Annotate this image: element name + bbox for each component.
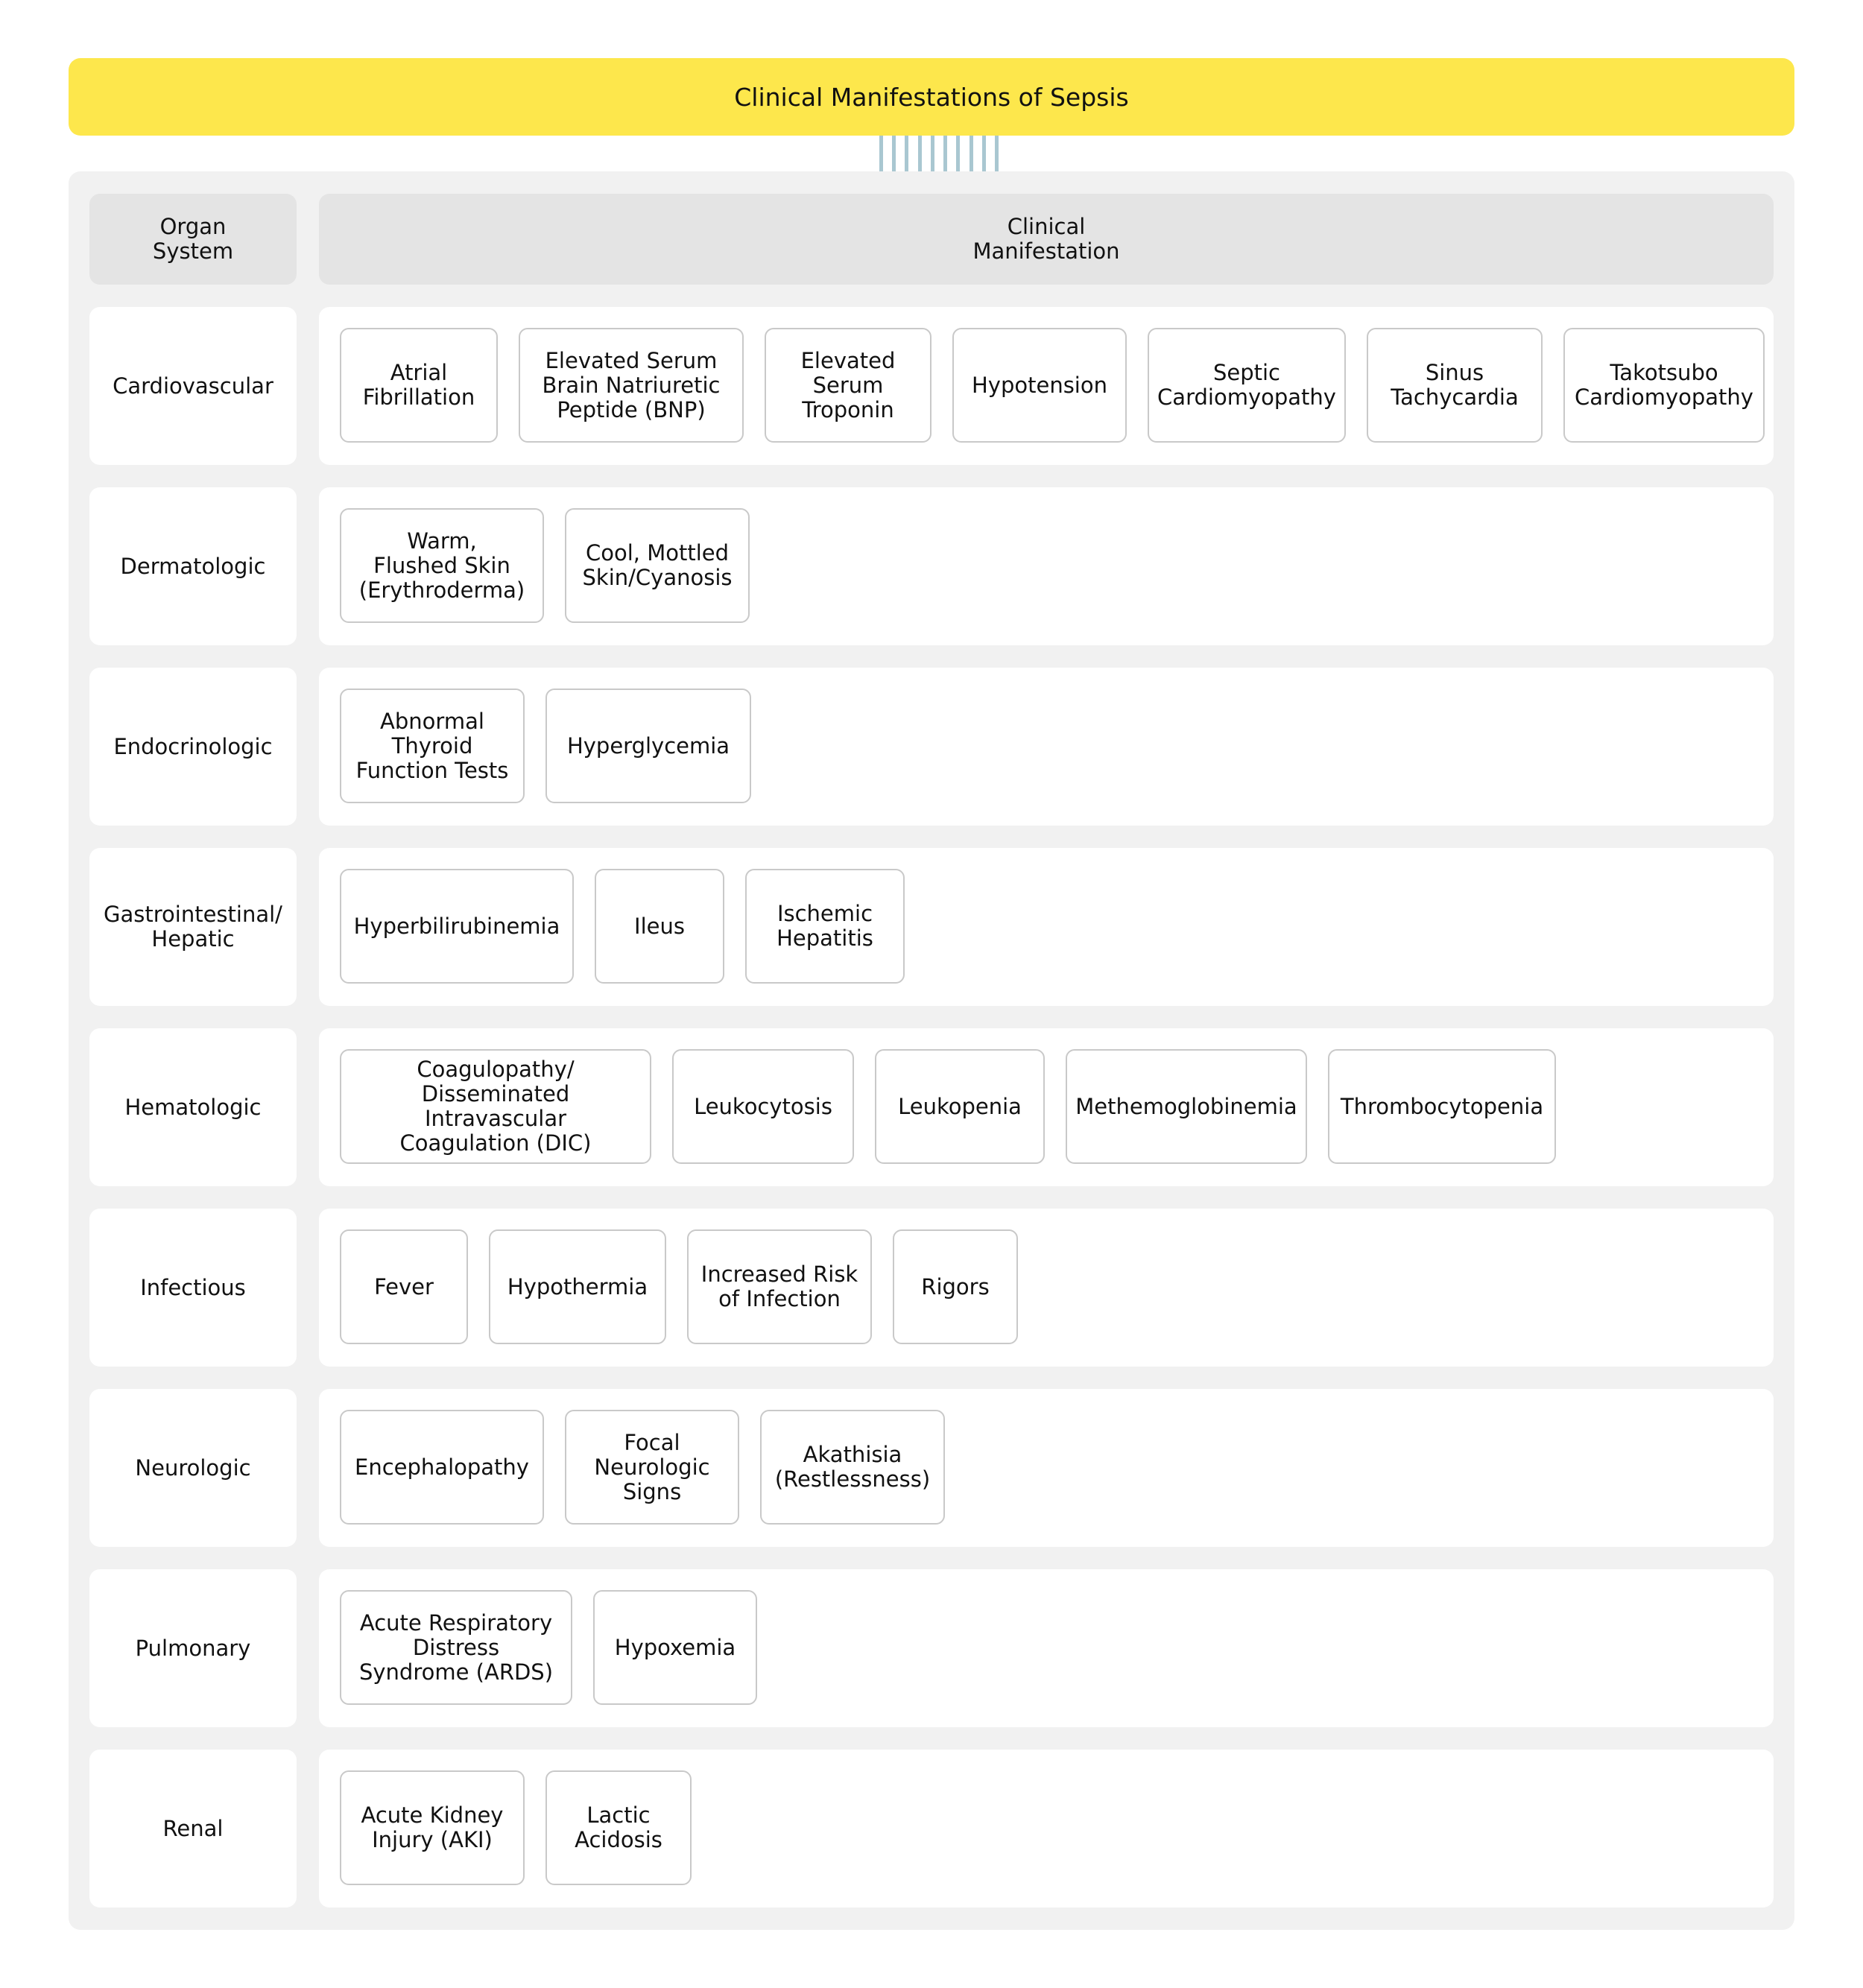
manifestation-cell xyxy=(319,487,1774,645)
manifestation-chip: Atrial Fibrillation xyxy=(340,328,498,443)
manifestation-chip: Hypotension xyxy=(952,328,1127,443)
organ-system-cell: Endocrinologic xyxy=(89,668,297,826)
table-row-endocrinologic xyxy=(89,668,1774,826)
manifestation-chip: Akathisia (Restlessness) xyxy=(760,1410,945,1525)
manifestation-chip: Increased Risk of Infection xyxy=(687,1229,872,1344)
manifestation-chip: Sinus Tachycardia xyxy=(1367,328,1543,443)
organ-system-cell: Hematologic xyxy=(89,1028,297,1186)
organ-system-cell: Infectious xyxy=(89,1209,297,1367)
manifestation-chip: Elevated Serum Troponin xyxy=(765,328,932,443)
organ-system-cell: Pulmonary xyxy=(89,1569,297,1727)
manifestation-chip: Elevated Serum Brain Natriuretic Peptide (BNP) xyxy=(519,328,744,443)
manifestation-chip: Cool, Mottled Skin/Cyanosis xyxy=(565,508,750,623)
manifestation-chip: Hyperglycemia xyxy=(545,688,751,803)
manifestation-cell xyxy=(319,307,1774,465)
table-row-hematologic xyxy=(89,1028,1774,1186)
manifestation-chip: Focal Neurologic Signs xyxy=(565,1410,739,1525)
manifestation-chip: Acute Respiratory Distress Syndrome (ARDS) xyxy=(340,1590,572,1705)
manifestation-chip: Rigors xyxy=(893,1229,1018,1344)
manifestation-cell xyxy=(319,1389,1774,1547)
manifestation-chip: Ileus xyxy=(595,869,724,984)
table-row-pulmonary xyxy=(89,1569,1774,1727)
manifestation-cell xyxy=(319,1209,1774,1367)
manifestation-chip: Leukopenia xyxy=(875,1049,1045,1164)
organ-system-cell: Renal xyxy=(89,1750,297,1908)
header-organ-system: Organ System xyxy=(89,194,297,285)
manifestation-chip: Thrombocytopenia xyxy=(1328,1049,1556,1164)
organ-system-cell: Dermatologic xyxy=(89,487,297,645)
manifestation-chip: Hypothermia xyxy=(489,1229,666,1344)
manifestation-chip: Coagulopathy/ Disseminated Intravascular Coagulation (DIC) xyxy=(340,1049,651,1164)
manifestation-chip: Septic Cardiomyopathy xyxy=(1148,328,1346,443)
manifestation-cell xyxy=(319,1028,1774,1186)
manifestation-chip: Ischemic Hepatitis xyxy=(745,869,905,984)
table-row-gastrointestinal-hepatic xyxy=(89,848,1774,1006)
table-row-cardiovascular xyxy=(89,307,1774,465)
manifestation-cell xyxy=(319,1569,1774,1727)
manifestation-chip: Hypoxemia xyxy=(593,1590,757,1705)
title-connector xyxy=(879,136,999,171)
header-clinical-manifestation: Clinical Manifestation xyxy=(319,194,1774,285)
manifestation-chip: Warm, Flushed Skin (Erythroderma) xyxy=(340,508,544,623)
manifestation-chip: Takotsubo Cardiomyopathy xyxy=(1563,328,1765,443)
diagram-title: Clinical Manifestations of Sepsis xyxy=(69,58,1794,136)
manifestation-table xyxy=(69,171,1794,1930)
manifestation-chip: Lactic Acidosis xyxy=(545,1770,692,1885)
manifestation-cell xyxy=(319,848,1774,1006)
organ-system-cell: Cardiovascular xyxy=(89,307,297,465)
manifestation-cell xyxy=(319,1750,1774,1908)
table-row-infectious xyxy=(89,1209,1774,1367)
table-row-neurologic xyxy=(89,1389,1774,1547)
manifestation-chip: Encephalopathy xyxy=(340,1410,544,1525)
manifestation-chip: Leukocytosis xyxy=(672,1049,854,1164)
table-row-renal xyxy=(89,1750,1774,1908)
organ-system-cell: Gastrointestinal/ Hepatic xyxy=(89,848,297,1006)
manifestation-chip: Methemoglobinemia xyxy=(1066,1049,1307,1164)
organ-system-cell: Neurologic xyxy=(89,1389,297,1547)
manifestation-chip: Acute Kidney Injury (AKI) xyxy=(340,1770,525,1885)
manifestation-chip: Hyperbilirubinemia xyxy=(340,869,574,984)
manifestation-cell xyxy=(319,668,1774,826)
manifestation-chip: Abnormal Thyroid Function Tests xyxy=(340,688,525,803)
manifestation-chip: Fever xyxy=(340,1229,468,1344)
table-row-dermatologic xyxy=(89,487,1774,645)
